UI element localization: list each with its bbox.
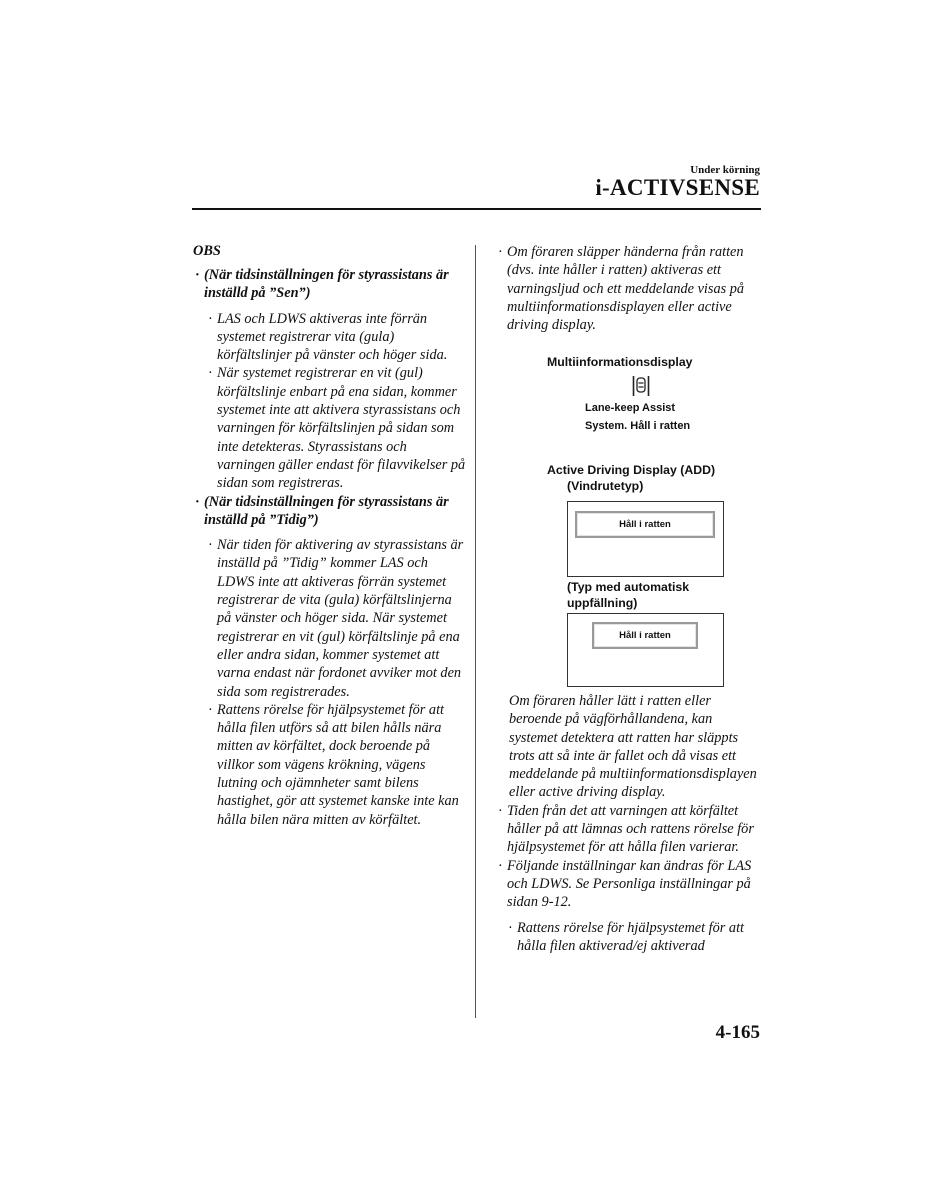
timing-bullet: · Tiden från det att varningen att körfältet håller på att lämnas och rattens rörelse för hjälpsystemet för att hålla filen varierar. — [498, 802, 763, 857]
obs-heading: OBS — [193, 243, 221, 259]
hands-off-bullet: · Om föraren släpper händerna från ratten (dvs. inte håller i ratten) aktiveras ett varningsljud och ett meddelande visas på multiinformationsdisplayen eller active driving display. — [498, 243, 763, 334]
popup-title-line-2: uppfällning) — [567, 596, 638, 610]
add-title-line-2: (Vindrutetyp) — [567, 479, 644, 493]
early-setting-item-2: · Rattens rörelse för hjälpsystemet för att hålla filen utförs så att bilen hålls nära mitten av körfältet, dock beroende på villkor som vägens krökning, vägens lutning och ojämnheter samt bilens hastighet, gör att systemet kanske inte kan hålla bilen nära mitten av körfältet. — [208, 701, 468, 829]
add-popup-message: Håll i ratten — [592, 622, 698, 649]
early-setting-heading: · (När tidsinställningen för styrassistans är inställd på ”Tidig”) — [195, 493, 468, 530]
late-setting-heading: · (När tidsinställningen för styrassistans är inställd på ”Sen”) — [195, 266, 468, 303]
lane-keep-assist-icon — [632, 375, 650, 397]
settings-bullet: · Följande inställningar kan ändras för LAS och LDWS. Se Personliga inställningar på sidan 9-12. — [498, 857, 763, 912]
add-popup-title — [567, 579, 689, 611]
page-title: i-ACTIVSENSE — [595, 175, 760, 200]
add-windshield-message: Håll i ratten — [575, 511, 715, 538]
mid-display-title: Multiinformationsdisplay — [547, 355, 693, 369]
false-detection-paragraph: Om föraren håller lätt i ratten eller beroende på vägförhållandena, kan systemet detektera att ratten har släppts trots att så inte är fallet och då visas ett meddelande på multiinformationsdisplayen eller active driving display. — [509, 693, 757, 801]
late-setting-item-2: · När systemet registrerar en vit (gul) körfältslinje enbart på ena sidan, kommer systemet inte att aktivera styrassistans och varningen för körfältslinjen på sidan som inte detekteras. Styrassistans och varningen gäller endast för filavvikelser på sidan som registreras. — [208, 364, 468, 492]
add-title-line-1: Active Driving Display (ADD) — [547, 463, 716, 477]
header-rule — [192, 208, 761, 210]
lka-line-2: System. Håll i ratten — [585, 419, 691, 432]
late-setting-item-1: · LAS och LDWS aktiveras inte förrän systemet registrerar vita (gula) körfältslinjer på vänster och höger sida. — [208, 310, 468, 365]
steering-assist-sub-bullet: · Rattens rörelse för hjälpsystemet för att hålla filen aktiverad/ej aktiverad — [508, 919, 763, 956]
lka-message — [585, 400, 690, 435]
column-divider — [475, 245, 476, 1018]
early-setting-item-1: · När tiden för aktivering av styrassistans är inställd på ”Tidig” kommer LAS och LDWS inte att aktiveras förrän systemet registrerar de vita (gula) körfältslinjerna på vänster och höger sida. När systemet registrerar en vit (gul) körfältslinje på ena eller andra sidan, kommer systemet att varna endast när fordonet avviker mot den sida som registrerades. — [208, 536, 468, 701]
page-number: 4-165 — [715, 1022, 760, 1043]
popup-title-line-1: (Typ med automatisk — [567, 580, 690, 594]
lka-line-1: Lane-keep Assist — [585, 402, 676, 414]
left-column — [193, 243, 468, 829]
add-windshield-title — [547, 462, 715, 494]
right-column-lower — [498, 692, 763, 955]
right-column-intro — [498, 243, 763, 334]
section-label: Under körning — [690, 164, 760, 176]
